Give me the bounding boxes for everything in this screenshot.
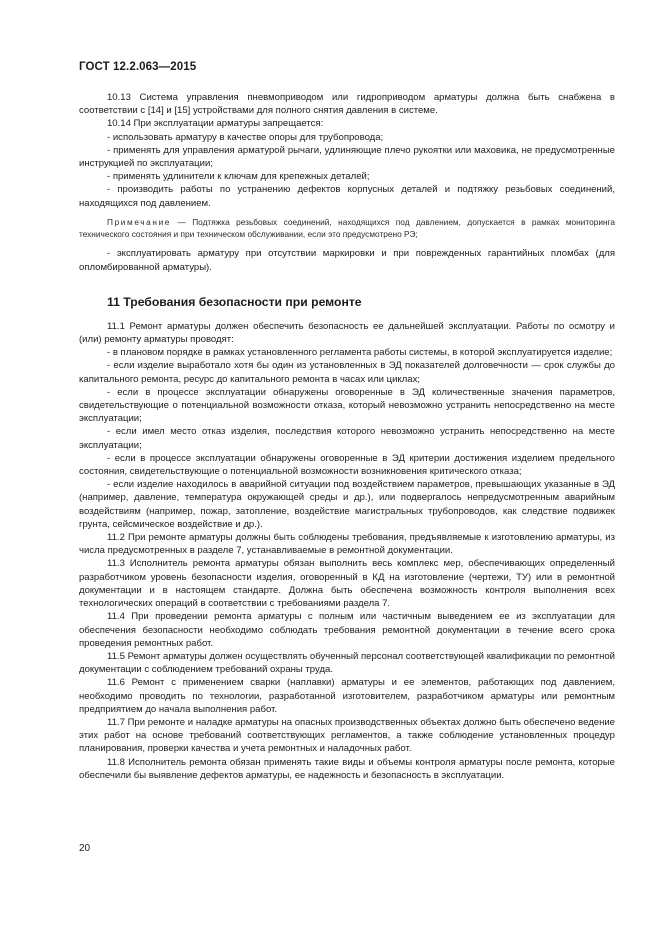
list-item: - если изделие выработало хотя бы один из установленных в ЭД показателей долговечности — срок службы до капитального ремонта, ресурс до капитального ремонта в часах или циклах; bbox=[79, 360, 615, 385]
section-11-title: 11 Требования безопасности при ремонте bbox=[107, 294, 362, 309]
list-item: - эксплуатировать арматуру при отсутствии маркировки и при поврежденных гарантийных пломбах (для опломбированной арматуры). bbox=[79, 248, 615, 273]
list-item: - если в процессе эксплуатации обнаружены оговоренные в ЭД критерии достижения изделием предельного состояния, свидетельствующие о потенциальной возможности возникновения критического отказа; bbox=[79, 452, 615, 478]
clause-11-1: 11.1 Ремонт арматуры должен обеспечить безопасность ее дальнейшей эксплуатации. Работы по осмотру и (или) ремонту арматуры проводят: bbox=[79, 320, 615, 346]
clause-11-5: 11.5 Ремонт арматуры должен осуществлять обученный персонал соответствующей квалификации по ремонтной документации с соблюдением требований охраны труда. bbox=[79, 650, 615, 676]
list-item: - если имел место отказ изделия, последствия которого невозможно устранить непосредственно на месте эксплуатации; bbox=[79, 426, 615, 451]
list-item: - использовать арматуру в качестве опоры для трубопровода; bbox=[107, 131, 384, 143]
page-number: 20 bbox=[79, 843, 91, 854]
clause-11-2: 11.2 При ремонте арматуры должны быть соблюдены требования, предъявляемые к изготовлению арматуры, из числа предусмотренных в разделе 7, устанавливаемые в ремонтной документации. bbox=[79, 532, 615, 557]
list-item: - применять для управления арматурой рычаги, удлиняющие плечо рукоятки или маховика, не предусмотренные инструкцией по эксплуатации; bbox=[79, 144, 615, 170]
clause-11-6: 11.6 Ремонт с применением сварки (наплавки) арматуры и ее элементов, работающих под давлением, необходимо проводить по технологии, разработанной изготовителем, разработчиком арматуры или ремонтным предприятием до начала выполнения работ. bbox=[79, 677, 615, 715]
list-item: - если в процессе эксплуатации обнаружены оговоренные в ЭД количественные значения параметров, свидетельствующие о потенциальной возможности отказа, который невозможно устранить непосредственно на месте эксплуатации; bbox=[79, 386, 615, 425]
document-body bbox=[79, 91, 615, 782]
clause-10-13: 10.13 Система управления пневмоприводом или гидроприводом арматуры должна быть снабжена в соответствии с [14] и [15] устройствами для полного снятия давления в системе. bbox=[79, 92, 615, 117]
list-item: - применять удлинители к ключам для крепежных деталей; bbox=[107, 171, 370, 183]
note-text: — Подтяжка резьбовых соединений, находящихся под давлением, допускается в рамках мониторинга технического состояния и при техническом обслуживании, если это предусмотрено РЭ; bbox=[79, 216, 615, 239]
note bbox=[79, 217, 615, 241]
list-item: - производить работы по устранению дефектов корпусных деталей и подтяжку резьбовых соединений, находящихся под давлением. bbox=[79, 184, 615, 209]
clause-11-3: 11.3 Исполнитель ремонта арматуры обязан выполнить весь комплекс мер, обеспечивающих определенный разработчиком уровень безопасности изделия, оговоренный в КД на изготовление (чертежи, ТУ) или в ремонтной документации и в настоящем стандарте. Должна быть обеспечена возможность контроля выполнения всех технологических операций в соответствии с требованиями раздела 7. bbox=[79, 558, 615, 610]
list-item: - если изделие находилось в аварийной ситуации под воздействием параметров, превышающих указанные в ЭД (например, давление, температура окружающей среды и др.), или подвергалось непредусмотренным аварийным воздействиям (например, пожар, затопление, воздействие магистральных трубопроводов, как следствие подвижек грунта, сейсмическое воздействие и др.). bbox=[79, 479, 615, 530]
clause-11-4: 11.4 При проведении ремонта арматуры с полным или частичным выведением ее из эксплуатации для обеспечения безопасности необходимо соблюдать требования ремонтной документации в течение всего срока проведения ремонтных работ. bbox=[79, 611, 615, 649]
clause-11-8: 11.8 Исполнитель ремонта обязан применять такие виды и объемы контроля арматуры после ремонта, которые обеспечили бы выявление дефектов арматуры, ее надежность и безопасность в эксплуатации. bbox=[79, 756, 615, 781]
clause-10-14: 10.14 При эксплуатации арматуры запрещается: bbox=[107, 118, 324, 130]
list-item: - в плановом порядке в рамках установленного регламента работы системы, в которой эксплуатируется изделие; bbox=[107, 347, 613, 359]
note-label: Примечание bbox=[107, 216, 172, 227]
document-header: ГОСТ 12.2.063—2015 bbox=[79, 61, 197, 73]
clause-11-7: 11.7 При ремонте и наладке арматуры на опасных производственных объектах должно быть обеспечено ведение этих работ на основе требований соответствующих регламентов, а также соблюдение установленных процедур планирования, проверки качества и учета ремонтных и наладочных работ. bbox=[79, 716, 615, 755]
